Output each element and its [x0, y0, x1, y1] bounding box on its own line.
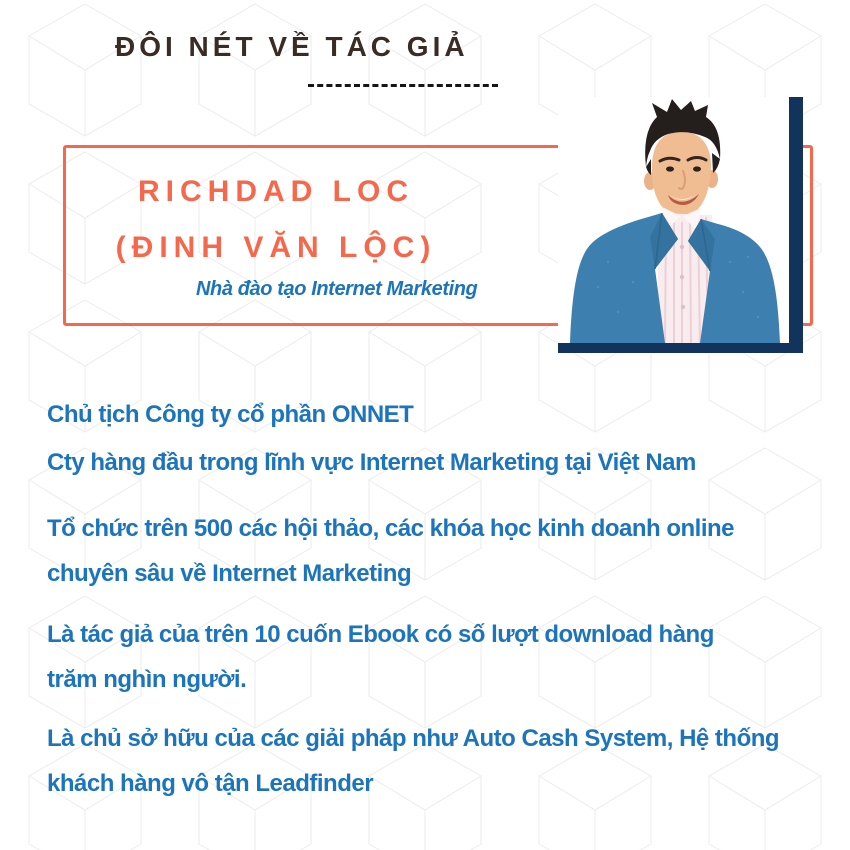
bio-item [47, 440, 696, 485]
bio-line: Là tác giả của trên 10 cuốn Ebook có số lượt download hàng [47, 621, 714, 648]
dashed-divider [308, 84, 498, 87]
bio-item [47, 716, 779, 806]
photo-frame-bottom-bar [558, 343, 803, 353]
page-title: ĐÔI NÉT VỀ TÁC GIẢ [115, 31, 469, 62]
bio-item [47, 392, 413, 437]
bio-item [47, 506, 734, 596]
bio-line: chuyên sâu về Internet Marketing [47, 560, 412, 587]
author-name-line2: (ĐINH VĂN LỘC) [115, 231, 437, 264]
author-subtitle: Nhà đào tạo Internet Marketing [196, 278, 478, 300]
author-portrait-image [558, 97, 790, 343]
author-name-line1: RICHDAD LOC [138, 175, 414, 208]
bio-line: Là chủ sở hữu của các giải pháp như Auto Cash System, Hệ thống [47, 725, 780, 752]
bio-line: trăm nghìn người. [47, 666, 247, 693]
bio-line: Tổ chức trên 500 các hội thảo, các khóa học kinh doanh online [47, 515, 735, 542]
author-photo [558, 97, 790, 343]
bio-item [47, 612, 714, 702]
bio-line: Chủ tịch Công ty cổ phần ONNET [47, 401, 414, 428]
author-name [66, 164, 486, 276]
bio-line: Cty hàng đầu trong lĩnh vực Internet Marketing tại Việt Nam [47, 449, 696, 476]
bio-line: khách hàng vô tận Leadfinder [47, 770, 374, 797]
photo-frame-vertical-bar [789, 97, 803, 353]
